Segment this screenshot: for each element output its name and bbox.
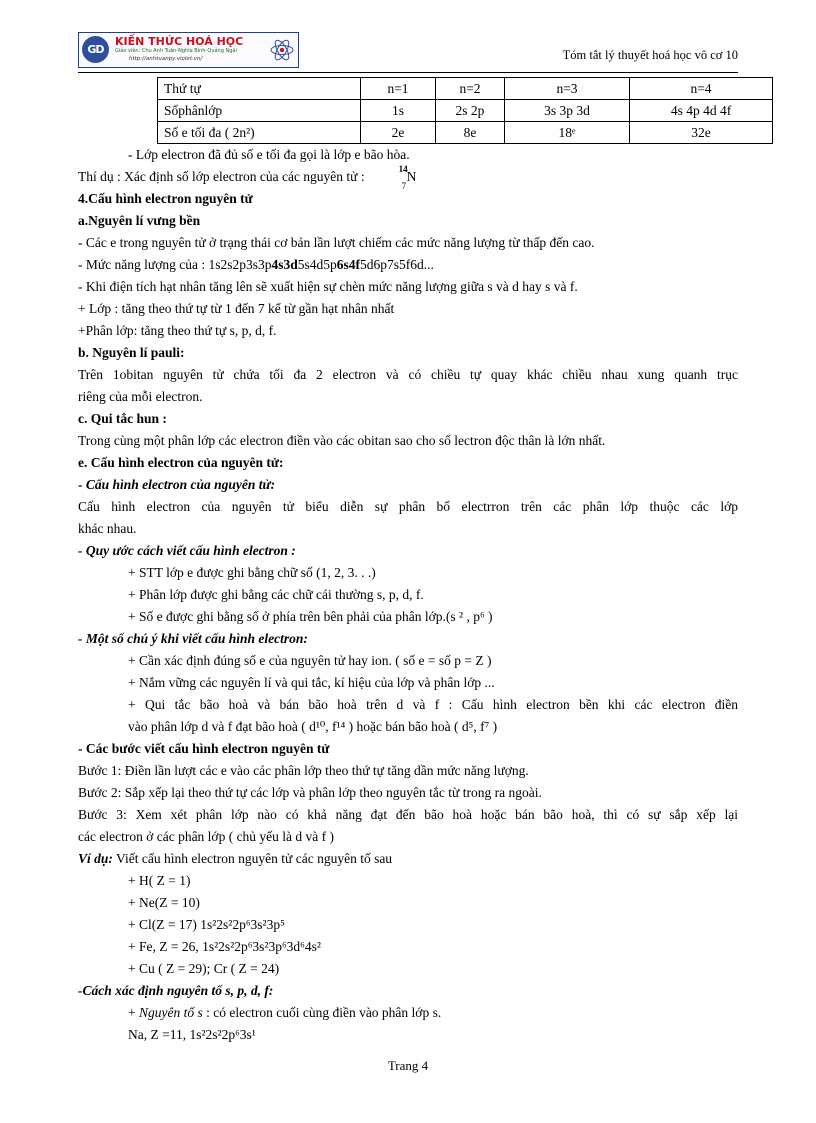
- paragraph: Bước 2: Sắp xếp lại theo thứ tự các lớp và phân lớp theo nguyên tắc từ trong ra ngoài.: [78, 785, 542, 800]
- header-divider: [78, 72, 738, 73]
- list-item: [78, 1002, 738, 1024]
- table-row-label: Sốphânlớp: [158, 100, 361, 122]
- example-text: Viết cấu hình electron nguyên tử các nguyên tố sau: [112, 851, 393, 866]
- paragraph: + Lớp : tăng theo thứ tự từ 1 đến 7 kể từ gần hạt nhân nhất: [78, 301, 395, 316]
- subsection-heading: b. Nguyên lí pauli:: [78, 345, 185, 360]
- table-cell: 2s 2p: [436, 100, 505, 122]
- paragraph: Bước 3: Xem xét phân lớp nào có khả năng đạt đến bão hoà hoặc bán bão hoà, thì có sự sắp xếp lại: [78, 807, 738, 822]
- paragraph: Trên 1obitan nguyên tử chứa tối đa 2 electron và có chiều tự quay khác chiều nhau xung quanh trục: [78, 367, 738, 382]
- example-text: Thí dụ : Xác định số lớp electron của các nguyên tử :: [78, 169, 365, 184]
- list-item: + Số e được ghi bằng số ở phía trên bên phải của phân lớp.(s ² , p⁶ ): [128, 609, 493, 624]
- table-cell: n=3: [505, 78, 630, 100]
- page-header: [78, 32, 738, 72]
- document-body: [78, 144, 738, 1046]
- list-item: vào phân lớp d và f đạt bão hoà ( d¹⁰, f¹⁴ ) hoặc bán bão hoà ( d⁵, f⁷ ): [128, 719, 498, 734]
- paragraph: các electron ở các phân lớp ( chủ yếu là d và f ): [78, 829, 335, 844]
- mass-number: 14: [398, 164, 408, 174]
- list-bullet: +: [128, 1005, 139, 1020]
- energy-order-bold: 4s3d: [271, 257, 298, 272]
- isotope-notation: [398, 164, 419, 191]
- list-item: + Cl(Z = 17) 1s²2s²2p⁶3s²3p⁵: [128, 917, 285, 932]
- table-cell: 1s: [361, 100, 436, 122]
- list-item: + H( Z = 1): [128, 873, 191, 888]
- paragraph: Cấu hình electron của nguyên tử biểu diễn sự phân bố electrron trên các phân lớp thuộc các lớp: [78, 499, 738, 514]
- logo-title: KIẾN THỨC HOÁ HỌC: [115, 35, 244, 48]
- section-heading: 4.Cấu hình electron nguyên tử: [78, 191, 253, 206]
- table-cell: 8e: [436, 122, 505, 144]
- table-row: [158, 122, 773, 144]
- list-item: + STT lớp e được ghi bằng chữ số (1, 2, 3. . .): [128, 565, 376, 580]
- table-cell: 3s 3p 3d: [505, 100, 630, 122]
- energy-order-text: 5d6p7s5f6d...: [360, 257, 434, 272]
- list-item: + Fe, Z = 26, 1s²2s²2p⁶3s²3p⁶3d⁶4s²: [128, 939, 321, 954]
- list-item: + Nắm vững các nguyên lí và qui tắc, kí hiệu của lớp và phân lớp ...: [128, 675, 495, 690]
- table-cell: n=1: [361, 78, 436, 100]
- subsection-heading: - Cấu hình electron của nguyên tử:: [78, 477, 276, 492]
- paragraph: [78, 848, 738, 870]
- subsection-heading: - Các bước viết cấu hình electron nguyên tử: [78, 741, 330, 756]
- list-item: + Cần xác định đúng số e của nguyên tử hay ion. ( số e = số p = Z ): [128, 653, 492, 668]
- term-label: Nguyên tố s: [139, 1005, 203, 1020]
- page-number: Trang 4: [387, 1058, 429, 1073]
- subsection-heading: - Một số chú ý khi viết cấu hình electron:: [78, 631, 308, 646]
- paragraph: [78, 254, 738, 276]
- logo-badge: GD: [82, 36, 109, 63]
- table-row: [158, 100, 773, 122]
- energy-order-bold: 6s4f: [336, 257, 361, 272]
- subsection-heading: e. Cấu hình electron của nguyên tử:: [78, 455, 284, 470]
- list-item: Na, Z =11, 1s²2s²2p⁶3s¹: [128, 1027, 256, 1042]
- logo: [78, 32, 299, 68]
- subsection-heading: a.Nguyên lí vưng bền: [78, 213, 201, 228]
- table-cell: 4s 4p 4d 4f: [630, 100, 773, 122]
- subsection-heading: - Quy ước cách viết cấu hình electron :: [78, 543, 296, 558]
- table-row-label: Số e tối đa ( 2n²): [158, 122, 361, 144]
- table-cell: 2e: [361, 122, 436, 144]
- paragraph: Bước 1: Điền lần lượt các e vào các phân lớp theo thứ tự tăng dần mức năng lượng.: [78, 763, 529, 778]
- list-item: + Qui tắc bão hoà và bán bão hoà trên d và f : Cấu hình electron bền khi các electron điền: [128, 697, 738, 712]
- paragraph: Trong cùng một phân lớp các electron điền vào các obitan sao cho số lectron độc thân là lớn nhất.: [78, 433, 606, 448]
- subsection-heading: -Cách xác định nguyên tố s, p, d, f:: [78, 983, 274, 998]
- table-row: [158, 78, 773, 100]
- atomic-number: 7: [401, 181, 407, 191]
- element-symbol: N: [406, 169, 417, 184]
- paragraph: riêng của mỗi electron.: [78, 389, 203, 404]
- paragraph: - Lớp electron đã đủ số e tối đa gọi là lớp e bão hòa.: [128, 147, 410, 162]
- list-item: + Ne(Z = 10): [128, 895, 200, 910]
- subsection-heading: c. Qui tắc hun :: [78, 411, 167, 426]
- document-title: Tóm tắt lý thuyết hoá học vô cơ 10: [562, 48, 738, 62]
- atom-icon: [269, 37, 295, 63]
- term-definition: : có electron cuối cùng điền vào phân lớp s.: [202, 1005, 442, 1020]
- paragraph: [78, 164, 738, 191]
- table-cell: n=2: [436, 78, 505, 100]
- paragraph: khác nhau.: [78, 521, 137, 536]
- electron-shell-table: [157, 77, 773, 144]
- energy-order-text: 5s4d5p: [297, 257, 337, 272]
- list-item: + Cu ( Z = 29); Cr ( Z = 24): [128, 961, 280, 976]
- paragraph: - Khi điện tích hạt nhân tăng lên sẽ xuất hiện sự chèn mức năng lượng giữa s và d hay s và f.: [78, 279, 578, 294]
- paragraph: +Phân lớp: tăng theo thứ tự s, p, d, f.: [78, 323, 277, 338]
- list-item: + Phân lớp được ghi bằng các chữ cái thường s, p, d, f.: [128, 587, 424, 602]
- paragraph: - Các e trong nguyên tử ở trạng thái cơ bản lần lượt chiếm các mức năng lượng từ thấp đến cao.: [78, 235, 595, 250]
- table-row-label: Thứ tự: [158, 78, 361, 100]
- table-cell: 18ᵉ: [505, 122, 630, 144]
- logo-url: http://anhtuanpy.violet.vn/: [129, 56, 203, 62]
- example-label: Ví dụ:: [78, 851, 113, 866]
- table-cell: n=4: [630, 78, 773, 100]
- energy-order-text: - Mức năng lượng của : 1s2s2p3s3p: [78, 257, 272, 272]
- table-cell: 32e: [630, 122, 773, 144]
- logo-subtitle: Giáo viên: Chu Anh Tuấn-Nghĩa Bình-Quảng Ngãi: [115, 48, 237, 54]
